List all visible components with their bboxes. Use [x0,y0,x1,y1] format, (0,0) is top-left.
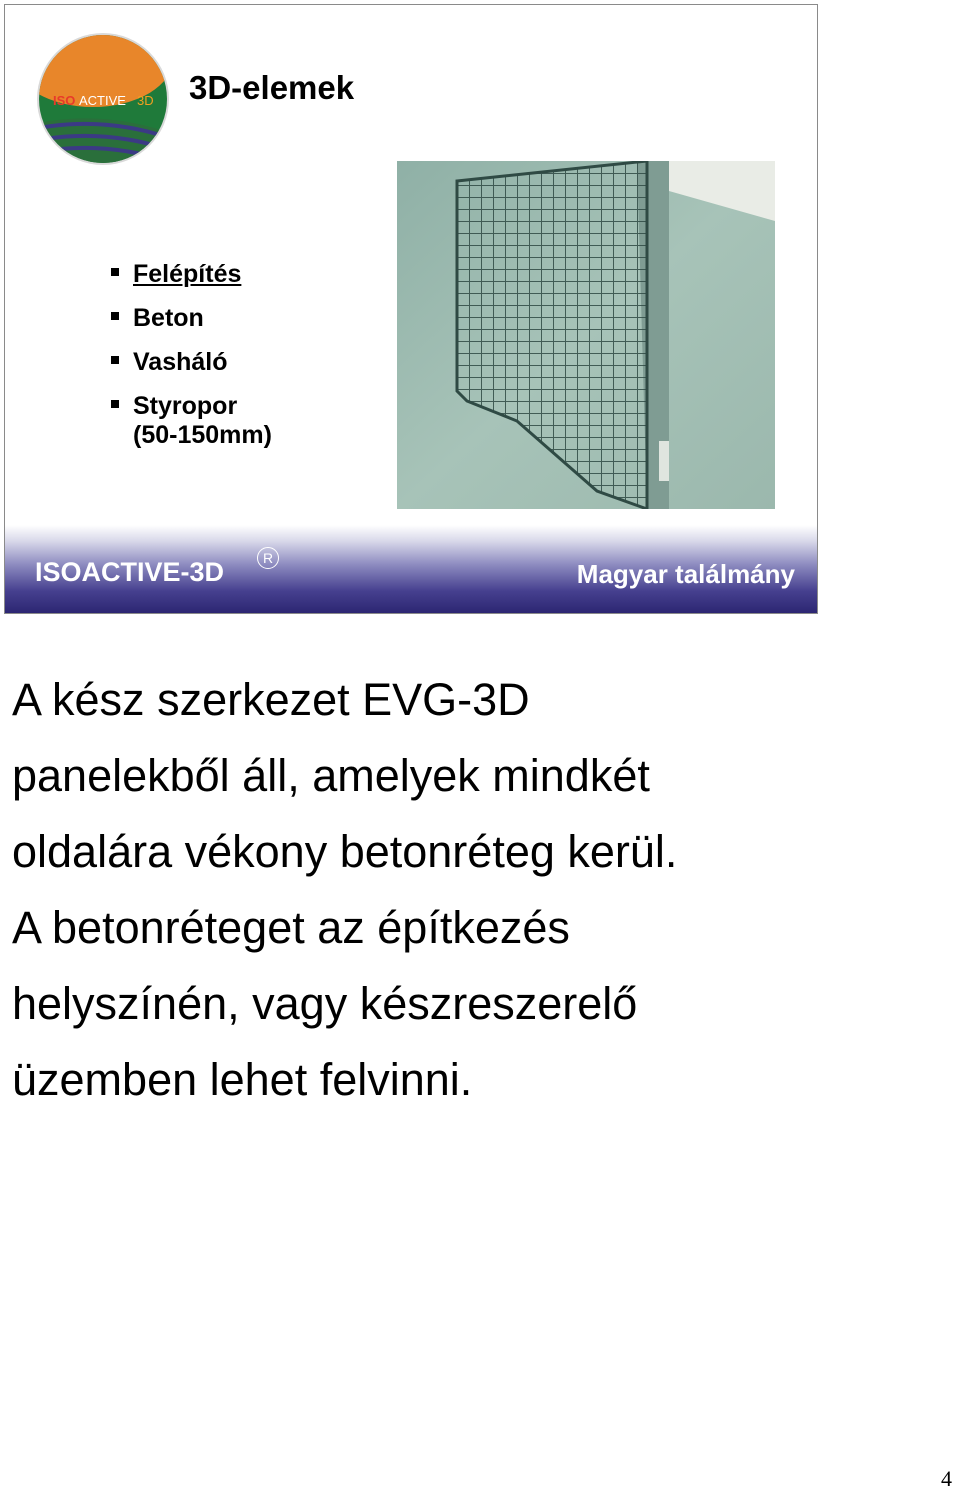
notes-line: A betonréteget az építkezés [12,902,570,953]
logo-iso: ISO [53,93,76,108]
footer-tagline: Magyar találmány [576,559,795,589]
bullet-square-icon [111,312,119,320]
rebar-mesh-panel-photo [397,161,775,509]
bullet-label[interactable]: Felépítés [133,260,242,288]
notes-line: A kész szerkezet EVG-3D [12,674,530,725]
slide-frame [4,4,818,614]
logo-active: ACTIVE [79,93,126,108]
logo-3d: 3D [137,93,154,108]
bullet-item [109,340,272,384]
notes-line: panelekből áll, amelyek mindkét [12,750,650,801]
bullet-label: Styropor [133,392,238,420]
registered-mark-icon: R [257,547,279,569]
bullet-item [109,384,272,428]
notes-line: üzemben lehet felvinni. [12,1054,473,1105]
bullet-item[interactable] [109,252,272,296]
bullet-square-icon [111,400,119,408]
bullet-square-icon [111,268,119,276]
bullet-sub-label: (50-150mm) [133,421,272,449]
bullet-label: Beton [133,304,204,332]
footer-brand: ISOACTIVE-3D [35,557,225,587]
slide-title: 3D-elemek [189,69,355,106]
bullet-item [109,296,272,340]
notes-line: oldalára vékony betonréteg kerül. [12,826,678,877]
bullet-list [109,252,272,450]
bullet-square-icon [111,356,119,364]
slide-notes [12,662,772,1118]
footer-band [5,525,817,613]
notes-line: helyszínén, vagy készreszerelő [12,978,638,1029]
isoactive-logo [33,29,173,169]
page-number: 4 [941,1466,952,1491]
bullet-label: Vasháló [133,348,228,376]
